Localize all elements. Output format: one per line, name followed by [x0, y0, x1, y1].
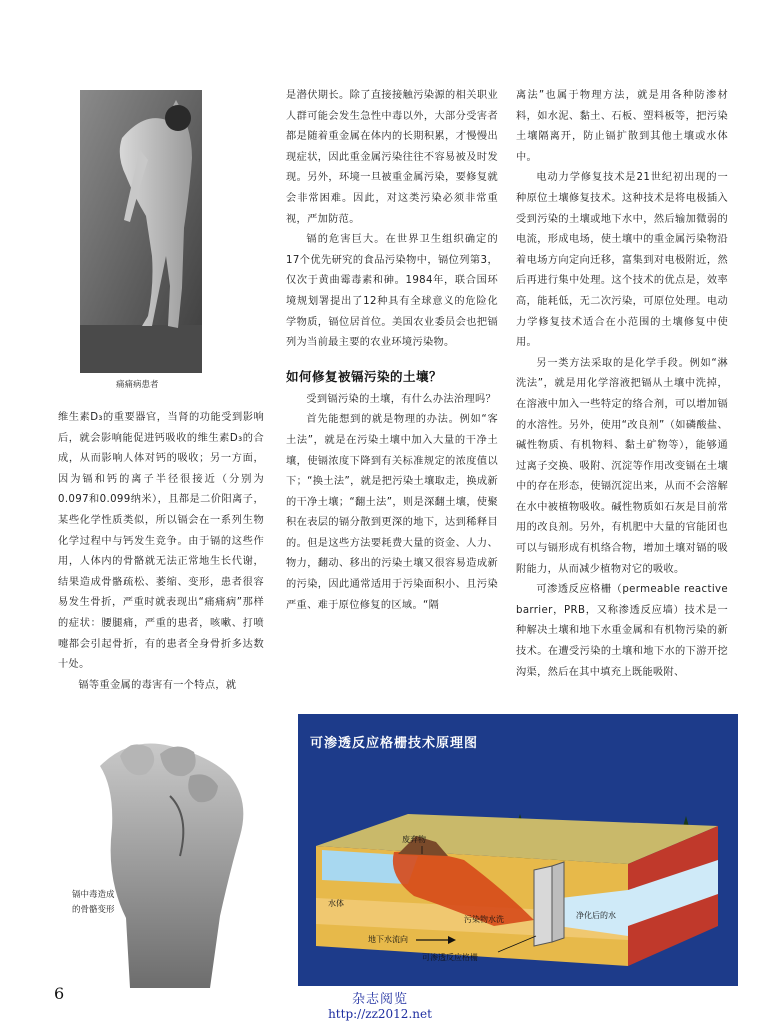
footer-url: http://zz2012.net	[328, 1007, 432, 1021]
prb-label-plume: 污染物水洗	[464, 915, 504, 924]
patient-photo-image	[80, 90, 202, 373]
prb-diagram-drawing	[298, 714, 738, 986]
prb-label-waste: 废弃物	[402, 835, 426, 844]
column-3-paragraph: 可渗透反应格栅（permeable reactive barrier，PRB，又称渗透反应墙）技术是一种解决土壤和地下水重金属和有机物污染的新技术。在遭受污染的土壤和地下水的下游开挖沟渠，然后在其中填充上既能吸附、	[516, 584, 728, 678]
column-3-paragraph: 电动力学修复技术是21世纪初出现的一种原位土壤修复技术。这种技术是将电极插入受到污染的土壤或地下水中，然后输加微弱的电流，形成电场，使土壤中的重金属污染物沿着电场方向定向迁移，富集到对电极附近，然后再进行集中处理。这个技术的优点是，效率高，能耗低，无二次污染，可原位处理。电动力学修复技术适合在小范围的土壤修复中使用。	[516, 172, 728, 349]
hand-photo-image	[60, 726, 260, 988]
column-2-paragraph: 镉的危害巨大。在世界卫生组织确定的17个优先研究的食品污染物中，镉位列第3，仅次于黄曲霉毒素和砷。1984年，联合国环境规划署提出了12种具有全球意义的危险化学物质，镉位居首位。美国农业委员会也把镉列为当前最主要的农业环境污染物。	[286, 234, 498, 349]
column-2-paragraph: 首先能想到的就是物理的办法。例如“客土法”，就是在污染土壤中加入大量的干净土壤，使镉浓度下降到有关标准规定的浓度值以下；“换土法”，就是把污染土壤取走，换成新的干净土壤；“翻土法”，则是深翻土壤，使聚积在表层的镉分散到更深的地下，达到稀释目的。但是这些方法要耗费大量的资金、人力、物力，翻动、移出的污染土壤又很容易造成新的污染，因此通常适用于污染面积小、且污染严重、难于原位修复的区域。“隔	[286, 414, 498, 611]
column-1-paragraph: 维生素D₃的重要器官，当肾的功能受到影响后，就会影响能促进钙吸收的维生素D₃的合成，从而影响人体对钙的吸收；另一方面，因为镉和钙的离子半径很接近（分别为0.097和0.099纳米），且都是二价阳离子，某些化学性质类似，所以镉会在一系列生物化学过程中与钙发生竞争。由于镉的这些作用，人体内的骨骼就无法正常地生长代谢，结果造成骨骼疏松、萎缩、变形，患者很容易发生骨折，严重时就表现出“痛痛病”那样的症状：腰腿痛，严重的患者，咳嗽、打喷嚏都会引起骨折，有的患者全身骨折多达数十处。	[58, 412, 264, 671]
prb-label-clean-water: 净化后的水	[576, 911, 616, 920]
footer-watermark	[300, 988, 460, 1021]
patient-photo-caption: 痛痛病患者	[116, 380, 159, 390]
column-2	[286, 86, 498, 616]
footer-title: 杂志阅览	[351, 992, 408, 1007]
section-heading: 如何修复被镉污染的土壤？	[286, 368, 443, 384]
prb-diagram-title: 可渗透反应格栅技术原理图	[310, 736, 479, 751]
column-1	[58, 408, 264, 696]
column-2-paragraph: 受到镉污染的土壤，有什么办法治理吗？	[306, 393, 497, 405]
hand-photo-caption-line: 镉中毒造成	[72, 890, 115, 900]
column-2-paragraph: 是潜伏期长。除了直接接触污染源的相关职业人群可能会发生急性中毒以外，大部分受害者都是随着重金属在体内的长期积累，才慢慢出现症状，因此重金属污染往往不容易被及时发现。另外，环境一旦被重金属污染，要修复就会非常困难。因此，对这类污染必须非常重视，严加防范。	[286, 90, 498, 225]
column-3-paragraph: 离法”也属于物理方法，就是用各种防渗材料，如水泥、黏土、石板、塑料板等，把污染土壤隔离开，防止镉扩散到其他土壤或水体中。	[516, 90, 728, 163]
page-number: 6	[54, 984, 65, 1003]
hand-photo-caption	[72, 888, 115, 918]
column-1-paragraph: 镉等重金属的毒害有一个特点，就	[78, 679, 237, 691]
prb-label-flow: 地下水流向	[368, 935, 408, 944]
hand-photo	[60, 726, 260, 988]
patient-photo	[80, 90, 202, 373]
prb-label-water-body: 水体	[328, 899, 344, 908]
column-3	[516, 86, 728, 683]
column-3-paragraph: 另一类方法采取的是化学手段。例如“淋洗法”，就是用化学溶液把镉从土壤中洗掉，在溶液中加入一些特定的络合剂，可以增加镉的水溶性。另外，使用“改良剂”（如磷酸盐、碱性物质、有机物料、黏土矿物等），能够通过离子交换、吸附、沉淀等作用改变镉在土壤中的存在形态，使镉沉淀出来，从而不会溶解在水中被植物吸收。碱性物质如石灰是目前常用的改良剂。另外，有机肥中大量的官能团也可以与镉形成有机络合物，增加土壤对镉的吸附能力，从而减少植物对它的吸收。	[516, 357, 728, 575]
prb-diagram	[298, 714, 738, 986]
hand-photo-caption-line: 的骨骼变形	[72, 905, 115, 915]
prb-label-barrier: 可渗透反应格栅	[422, 953, 478, 962]
